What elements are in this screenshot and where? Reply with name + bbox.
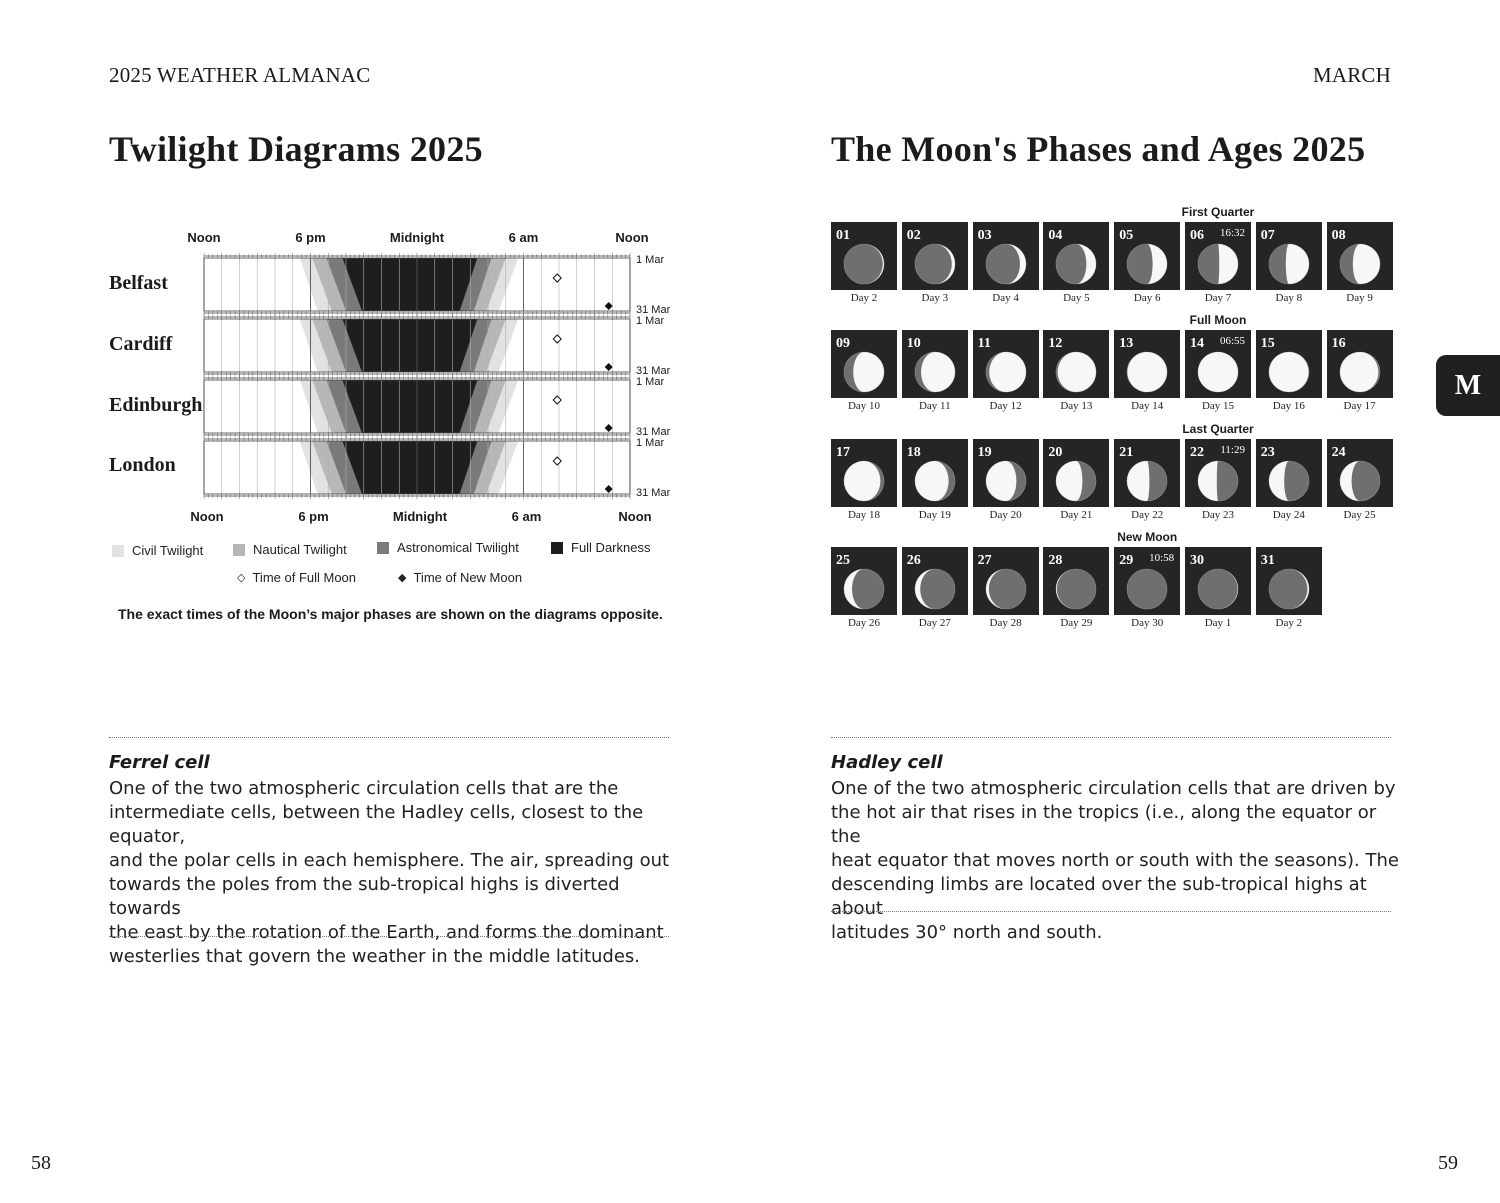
- moon-phase-icon: [985, 243, 1027, 290]
- darkness-swatch: [551, 542, 563, 554]
- moon-age-label: Day 19: [918, 508, 951, 521]
- moon-day-cell: [902, 547, 968, 615]
- moon-date-number: 12: [1048, 336, 1063, 352]
- legend-civil: [112, 543, 203, 558]
- moon-day-cell: [1114, 547, 1180, 615]
- moon-phase-icon: [1268, 460, 1310, 507]
- moon-phase-time: 10:58: [1149, 552, 1175, 565]
- moon-phase-icon: [1197, 351, 1239, 398]
- date-end-label: 31 Mar: [636, 487, 671, 499]
- moon-phase-icon: [985, 351, 1027, 398]
- axis-top-label: Midnight: [389, 230, 445, 245]
- moon-age-label: Day 14: [1131, 400, 1164, 413]
- moon-day-cell: [902, 222, 968, 290]
- moon-age-label: Day 3: [921, 292, 949, 304]
- moon-day-cell: [1327, 439, 1393, 507]
- moon-phase-icon: [1339, 460, 1381, 507]
- moon-age-label: Day 12: [989, 400, 1022, 413]
- moon-age-label: Day 17: [1343, 400, 1376, 413]
- axis-bottom-label: 6 pm: [298, 509, 329, 524]
- moon-date-number: 30: [1190, 553, 1204, 569]
- moon-date-number: 09: [836, 336, 850, 352]
- full-moon-diamond-icon: ◇: [237, 572, 246, 584]
- moon-date-number: 26: [906, 553, 921, 569]
- moon-date-number: 05: [1119, 228, 1134, 243]
- moon-phase-icon: [1055, 351, 1097, 398]
- moon-phase-icon: [1197, 460, 1239, 507]
- moon-date-number: 20: [1048, 444, 1063, 460]
- gloss-line: and the polar cells in each hemisphere. The air, spreading out: [109, 850, 670, 871]
- moon-date-number: 04: [1048, 228, 1063, 243]
- divider-left-top: [109, 737, 669, 738]
- moon-date-number: 10: [906, 336, 921, 352]
- date-end-label: 31 Mar: [636, 304, 671, 316]
- moon-day-cell: [973, 439, 1039, 507]
- moon-phase-label: Full Moon: [1189, 313, 1247, 328]
- gloss-line: heat equator that moves north or south with the seasons). The: [831, 850, 1399, 871]
- legend-astronomical-label: Astronomical Twilight: [397, 540, 519, 555]
- legend-nautical-label: Nautical Twilight: [253, 542, 347, 557]
- moon-age-label: Day 15: [1201, 400, 1235, 413]
- axis-top-label: Noon: [615, 230, 649, 245]
- moon-day-cell: [902, 330, 968, 398]
- moon-date-number: 16: [1331, 336, 1346, 352]
- moon-date-number: 21: [1119, 444, 1134, 460]
- moon-phase-icon: [1126, 351, 1168, 398]
- moon-day-cell: [831, 547, 897, 615]
- moon-date-number: 31: [1260, 553, 1275, 569]
- moon-phase-icon: [843, 568, 885, 615]
- running-head-left: 2025 WEATHER ALMANAC: [109, 63, 371, 87]
- moon-age-label: Day 18: [847, 508, 881, 521]
- moon-day-cell: [1043, 222, 1109, 290]
- date-start-label: 1 Mar: [636, 254, 665, 266]
- moon-day-cell: [1043, 547, 1109, 615]
- month-tab[interactable]: M: [1436, 355, 1500, 416]
- moon-phase-icon: [1197, 243, 1239, 290]
- moon-phase-icon: [1268, 351, 1310, 398]
- moon-age-label: Day 4: [992, 292, 1019, 304]
- nautical-swatch: [233, 544, 245, 556]
- moon-date-number: 18: [906, 444, 921, 460]
- moon-day-cell: [1256, 222, 1322, 290]
- darkness-band: [342, 441, 477, 494]
- legend-full-moon: [237, 570, 356, 585]
- moon-day-cell: [1114, 439, 1180, 507]
- moon-age-label: Day 23: [1201, 508, 1235, 521]
- twilight-title: Twilight Diagrams 2025: [109, 129, 483, 169]
- moon-age-label: Day 13: [1060, 400, 1093, 413]
- moon-phase-icon: [1055, 460, 1097, 507]
- moon-date-number: 24: [1331, 444, 1346, 460]
- moon-day-cell: [1043, 439, 1109, 507]
- moon-age-label: Day 5: [1063, 292, 1090, 304]
- axis-bottom-label: 6 am: [511, 509, 542, 524]
- darkness-band: [342, 319, 477, 372]
- axis-top-label: Noon: [187, 230, 221, 245]
- moon-age-label: Day 2: [1275, 617, 1303, 630]
- moon-day-cell: [1256, 330, 1322, 398]
- moon-phase-icon: [843, 460, 885, 507]
- moon-phase-icon: [914, 243, 956, 290]
- moon-age-label: Day 29: [1060, 617, 1093, 630]
- moon-day-cell: [902, 439, 968, 507]
- moon-age-label: Day 20: [989, 508, 1022, 521]
- glossary-term-ferrel: Ferrel cell: [109, 752, 210, 773]
- moon-phase-icon: [1339, 351, 1381, 398]
- moon-age-label: Day 24: [1272, 508, 1305, 521]
- gloss-line: towards the poles from the sub-tropical highs is diverted towards: [109, 874, 620, 919]
- moon-phase-icon: [1126, 460, 1168, 507]
- moon-age-label: Day 27: [918, 617, 951, 630]
- moon-phase-time: 06:55: [1219, 335, 1245, 348]
- full-moon-marker: [553, 396, 561, 404]
- gloss-line: the east by the rotation of the Earth, and forms the dominant: [109, 922, 664, 943]
- moon-date-number: 25: [836, 553, 850, 569]
- darkness-band: [342, 380, 477, 433]
- moon-day-cell: [1043, 330, 1109, 398]
- full-moon-marker: [553, 274, 561, 282]
- moon-day-cell: [973, 330, 1039, 398]
- legend-new-moon-label: Time of New Moon: [413, 570, 523, 585]
- moon-day-cell: [831, 330, 897, 398]
- moon-phase-icon: [1339, 243, 1381, 290]
- city-label-edinburgh: Edinburgh: [109, 394, 203, 416]
- moon-phase-icon: [914, 460, 956, 507]
- gloss-line: One of the two atmospheric circulation cells that are the: [109, 778, 619, 799]
- moon-date-number: 03: [977, 228, 992, 243]
- moon-date-number: 19: [977, 444, 992, 460]
- moon-age-label: Day 25: [1343, 508, 1376, 521]
- city-label-london: London: [109, 454, 176, 476]
- date-start-label: 1 Mar: [636, 376, 665, 388]
- moon-phase-icon: [1055, 243, 1097, 290]
- date-start-label: 1 Mar: [636, 437, 665, 449]
- moon-age-label: Day 6: [1133, 292, 1161, 304]
- city-label-cardiff: Cardiff: [109, 333, 173, 355]
- moon-age-label: Day 2: [850, 292, 878, 304]
- moon-phase-icon: [914, 351, 956, 398]
- new-moon-marker: [605, 424, 613, 432]
- moon-phase-icon: [1268, 243, 1310, 290]
- date-end-label: 31 Mar: [636, 426, 671, 438]
- moon-age-label: Day 1: [1204, 617, 1232, 630]
- moon-date-number: 29: [1119, 553, 1134, 569]
- running-head-right: MARCH: [1312, 63, 1391, 87]
- moon-date-number: 11: [977, 336, 991, 352]
- moon-day-cell: [1256, 547, 1322, 615]
- moon-phase-icon: [985, 568, 1027, 615]
- axis-bottom-label: Midnight: [392, 509, 448, 524]
- moon-date-number: 15: [1260, 336, 1275, 352]
- phase-note: The exact times of the Moon’s major phases are shown on the diagrams opposite.: [118, 606, 663, 622]
- moon-phase-icon: [1197, 568, 1239, 615]
- divider-right-bottom: [831, 911, 1391, 912]
- gloss-line: descending limbs are located over the sub-tropical highs at about: [831, 874, 1367, 919]
- legend-full-moon-label: Time of Full Moon: [252, 570, 357, 585]
- moon-age-label: Day 22: [1131, 508, 1164, 521]
- moon-date-number: 02: [906, 228, 921, 243]
- moon-date-number: 01: [836, 228, 850, 243]
- legend-astronomical: [377, 540, 519, 555]
- moon-phase-label: New Moon: [1117, 530, 1178, 545]
- moon-phase-icon: [1268, 568, 1310, 615]
- legend-darkness: [551, 540, 650, 555]
- legend-darkness-label: Full Darkness: [571, 540, 651, 555]
- moon-phase-icon: [1055, 568, 1097, 615]
- legend-new-moon: [398, 570, 522, 585]
- legend-nautical: [233, 542, 347, 557]
- moon-day-cell: [1185, 222, 1251, 290]
- moon-date-number: 27: [977, 553, 992, 569]
- moon-day-cell: [1185, 547, 1251, 615]
- moon-phase-icon: [843, 243, 885, 290]
- moon-age-label: Day 8: [1275, 292, 1303, 304]
- moon-day-cell: [831, 222, 897, 290]
- moon-day-cell: [1114, 222, 1180, 290]
- moon-age-label: Day 30: [1131, 617, 1164, 630]
- divider-left-bottom: [109, 936, 669, 937]
- moon-title: The Moon's Phases and Ages 2025: [831, 129, 1366, 169]
- moon-date-number: 23: [1260, 444, 1275, 460]
- moon-phase-icon: [985, 460, 1027, 507]
- full-moon-marker: [553, 457, 561, 465]
- moon-age-label: Day 28: [989, 617, 1022, 630]
- darkness-band: [342, 258, 477, 311]
- moon-phase-icon: [1126, 243, 1168, 290]
- twilight-chart-svg: [104, 222, 684, 532]
- civil-swatch: [112, 545, 124, 557]
- gloss-line: the hot air that rises in the tropics (i.e., along the equator or the: [831, 802, 1377, 847]
- glossary-body-hadley: [831, 777, 1401, 945]
- moon-age-label: Day 11: [918, 400, 951, 413]
- full-moon-marker: [553, 335, 561, 343]
- moon-day-cell: [973, 222, 1039, 290]
- moon-day-cell: [973, 547, 1039, 615]
- moon-day-cell: [1256, 439, 1322, 507]
- divider-right-top: [831, 737, 1391, 738]
- city-label-belfast: Belfast: [109, 272, 168, 294]
- moon-day-cell: [1114, 330, 1180, 398]
- astronomical-swatch: [377, 542, 389, 554]
- axis-top-label: 6 pm: [295, 230, 326, 245]
- moon-phase-label: Last Quarter: [1182, 421, 1254, 436]
- axis-bottom-label: Noon: [190, 509, 224, 524]
- axis-top-label: 6 am: [508, 230, 539, 245]
- moon-age-label: Day 26: [847, 617, 881, 630]
- moon-phase-time: 11:29: [1220, 443, 1245, 456]
- axis-bottom-label: Noon: [618, 509, 652, 524]
- moon-day-cell: [1185, 330, 1251, 398]
- gloss-line: One of the two atmospheric circulation cells that are driven by: [831, 778, 1396, 799]
- page-number-right: 59: [1438, 1152, 1458, 1174]
- moon-phase-time: 16:32: [1219, 227, 1245, 239]
- moon-date-number: 13: [1119, 336, 1134, 352]
- date-start-label: 1 Mar: [636, 315, 665, 327]
- moon-phase-label: First Quarter: [1181, 205, 1255, 219]
- new-moon-marker: [605, 485, 613, 493]
- moon-age-label: Day 21: [1060, 508, 1093, 521]
- gloss-line: intermediate cells, between the Hadley cells, closest to the equator,: [109, 802, 644, 847]
- moon-phase-icon: [914, 568, 956, 615]
- gloss-line: westerlies that govern the weather in the middle latitudes.: [109, 946, 641, 967]
- moon-date-number: 14: [1190, 336, 1204, 352]
- moon-date-number: 08: [1331, 228, 1346, 243]
- moon-age-label: Day 16: [1272, 400, 1305, 413]
- new-moon-marker: [605, 363, 613, 371]
- moon-age-label: Day 10: [847, 400, 881, 413]
- moon-date-number: 07: [1260, 228, 1275, 243]
- glossary-term-hadley: Hadley cell: [831, 752, 943, 773]
- gloss-line: latitudes 30° north and south.: [831, 922, 1103, 943]
- moon-day-cell: [1327, 330, 1393, 398]
- moon-date-number: 06: [1190, 228, 1204, 243]
- moon-date-number: 17: [836, 444, 850, 460]
- moon-age-label: Day 9: [1346, 292, 1373, 304]
- glossary-body-ferrel: [109, 777, 679, 969]
- page-number-left: 58: [31, 1152, 51, 1174]
- moon-date-number: 28: [1048, 553, 1063, 569]
- date-end-label: 31 Mar: [636, 365, 671, 377]
- moon-day-cell: [1327, 222, 1393, 290]
- moon-date-number: 22: [1190, 444, 1204, 460]
- new-moon-diamond-icon: ◆: [398, 572, 407, 584]
- moon-phase-icon: [843, 351, 885, 398]
- moon-day-cell: [831, 439, 897, 507]
- moon-phase-icon: [1126, 568, 1168, 615]
- moon-day-cell: [1185, 439, 1251, 507]
- moon-age-label: Day 7: [1204, 292, 1232, 304]
- legend-civil-label: Civil Twilight: [132, 543, 204, 558]
- new-moon-marker: [605, 302, 613, 310]
